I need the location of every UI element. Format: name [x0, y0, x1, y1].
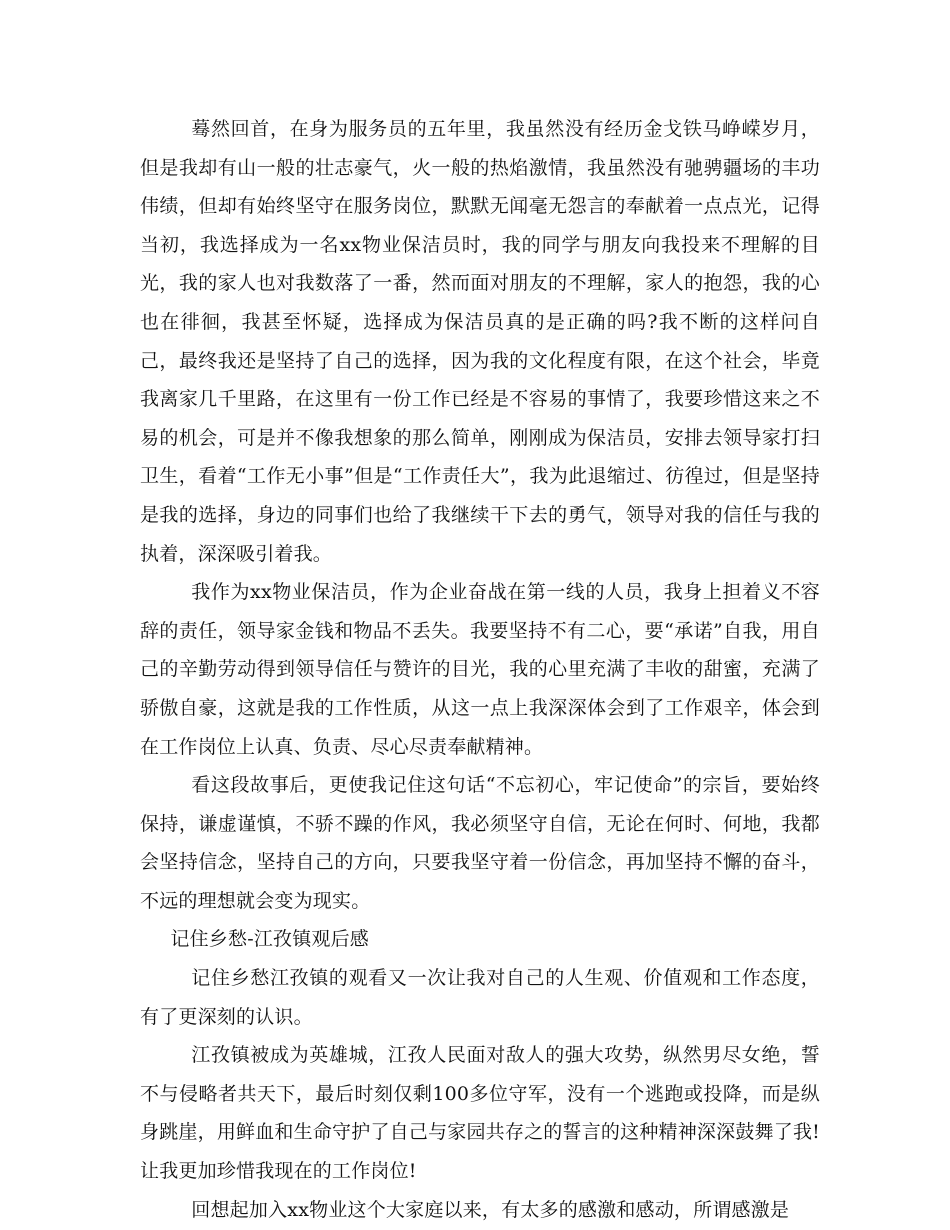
paragraph-hero-city: 江孜镇被成为英雄城，江孜人民面对敌人的强大攻势，纵然男尽女绝，誓不与侵略者共天下，最后时刻仅剩100多位守军，没有一个逃跑或投降，而是纵身跳崖，用鲜血和生命守护了自己与家园共存之的誓言的这种精神深深鼓舞了我!让我更加珍惜我现在的工作岗位!: [140, 1044, 820, 1183]
paragraph-viewing: 记住乡愁江孜镇的观看又一次让我对自己的人生观、价值观和工作态度，有了更深刻的认识。: [140, 967, 820, 1028]
document-body: [140, 110, 820, 1229]
paragraph-original-aspiration: 看这段故事后，更使我记住这句话“不忘初心，牢记使命”的宗旨，要始终保持，谦虚谨慎，不骄不躁的作风，我必须坚守自信，无论在何时、何地，我都会坚持信念，坚持自己的方向，只要我坚守着一份信念，再加坚持不懈的奋斗，不远的理想就会变为现实。: [140, 774, 820, 912]
paragraph-looking-back: 蓦然回首，在身为服务员的五年里，我虽然没有经历金戈铁马峥嵘岁月，但是我却有山一般的壮志豪气，火一般的热焰激情，我虽然没有驰骋疆场的丰功伟绩，但却有始终坚守在服务岗位，默默无闻毫无怨言的奉献着一点点光，记得当初，我选择成为一名xx物业保洁员时，我的同学与朋友向我投来不理解的目光，我的家人也对我数落了一番，然而面对朋友的不理解，家人的抱怨，我的心也在徘徊，我甚至怀疑，选择成为保洁员真的是正确的吗?我不断的这样问自己，最终我还是坚持了自己的选择，因为我的文化程度有限，在这个社会，毕竟我离家几千里路，在这里有一份工作已经是不容易的事情了，我要珍惜这来之不易的机会，可是并不像我想象的那么简单，刚刚成为保洁员，安排去领导家打扫卫生，看着“工作无小事”但是“工作责任大”，我为此退缩过、彷徨过，但是坚持是我的选择，身边的同事们也给了我继续干下去的勇气，领导对我的信任与我的执着，深深吸引着我。: [140, 118, 820, 565]
section-subtitle: 记住乡愁-江孜镇观后感: [170, 928, 370, 951]
paragraph-gratitude: 回想起加入xx物业这个大家庭以来，有太多的感激和感动，所谓感激是: [191, 1198, 790, 1221]
paragraph-cleaner-duty: 我作为xx物业保洁员，作为企业奋战在第一线的人员，我身上担着义不容辞的责任，领导家金钱和物品不丢失。我要坚持不有二心，要“承诺”自我，用自己的辛勤劳动得到领导信任与赞许的目光，我的心里充满了丰收的甜蜜，充满了骄傲自豪，这就是我的工作性质，从这一点上我深深体会到了工作艰辛，体会到在工作岗位上认真、负责、尽心尽责奉献精神。: [140, 581, 820, 758]
